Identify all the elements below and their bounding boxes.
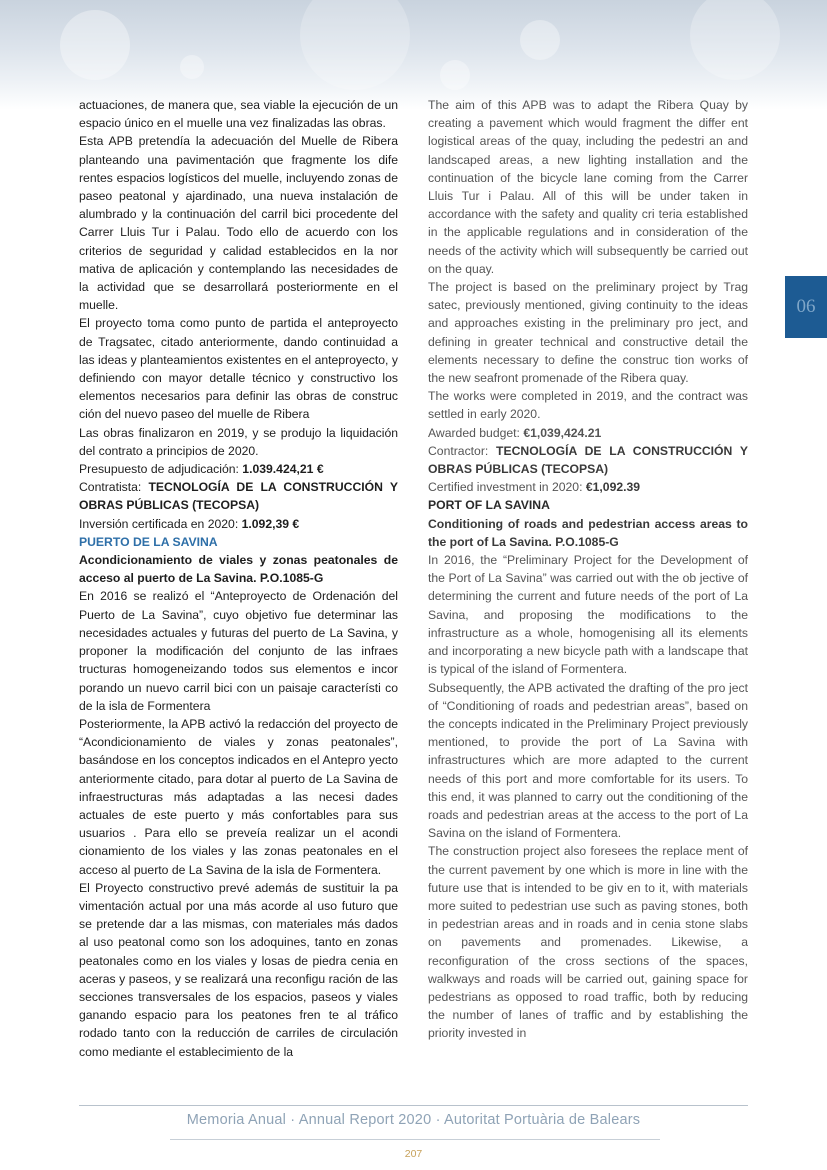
chapter-tab (785, 276, 827, 338)
budget-label: Awarded budget: (428, 425, 524, 440)
investment-label: Certified investment in 2020: (428, 480, 586, 495)
page-number: 207 (404, 1148, 423, 1160)
paragraph: Subsequently, the APB activated the drafting of the pro ject of “Conditioning of roads and pedestrian areas”, based on the concepts indicated in the Preliminary Project previously mentioned, to provide the port of La Savina with infrastructures which are more adapted to the current needs of this port and more comfortable for its users. To this end, it was planned to carry out the conditioning of the roads and pedestrian areas at the access to the port of La Savina on the island of Formentera. (428, 680, 748, 841)
decorative-bubble (180, 55, 204, 79)
budget-line (428, 424, 748, 442)
decorative-bubble (60, 10, 130, 80)
decorative-bubble (300, 0, 410, 90)
contractor-value: TECNOLOGÍA DE LA CONSTRUCCIÓN Y OBRAS PÚBLICAS (TECOPSA) (79, 480, 398, 513)
subsection-heading: Conditioning of roads and pedestrian access areas to the port of La Savina. P.O.1085-G (428, 516, 748, 549)
paragraph: El proyecto toma como punto de partida el anteproyecto de Tragsatec, citado anteriormente, dando continuidad a las ideas y planteamientos existentes en el anteproyecto, y definiendo con mayor detalle técnico y constructivo los elementos necesarios para definir las obras de construc ción del nuevo paseo del muelle de Ribera (79, 316, 398, 422)
spanish-column (79, 96, 398, 1061)
contractor-label: Contratista: (79, 480, 149, 495)
footer-divider (79, 1105, 748, 1106)
budget-line (79, 460, 398, 478)
decorative-bubble (690, 0, 780, 80)
footer-divider (170, 1139, 660, 1140)
header-background (0, 0, 827, 110)
investment-line (79, 515, 398, 533)
contractor-label: Contractor: (428, 443, 497, 458)
paragraph: The project is based on the preliminary project by Trag satec, previously mentioned, giving continuity to the ideas and approaches existing in the preliminary pro ject, and defining in greater technical and constructive detail the elements necessary to define the construc tion works of the new seafront promenade of the Ribera quay. (428, 280, 748, 386)
paragraph: Posteriormente, la APB activó la redacción del proyecto de “Acondicionamiento de viales y zonas peatonales”, basándose en los conceptos indicados en el Antepro yecto anteriormente citado, para dotar al puerto de La Savina de infraestructuras más adaptadas a las necesi dades actuales de este puerto y más confortables para sus usuarios . Para ello se preveía realizar un el acondi cionamiento de los viales y las zonas peatonales en el acceso al puerto de La Savina de la isla de Formentera. (79, 716, 398, 877)
paragraph: actuaciones, de manera que, sea viable la ejecución de un espacio único en el muelle una vez finalizadas las obras. (79, 98, 398, 131)
contractor-line (79, 478, 398, 514)
investment-value: €1,092.39 (585, 480, 641, 495)
paragraph: The aim of this APB was to adapt the Ribera Quay by creating a pavement which would fragment the differ ent logistical areas of the quay, including the pedestri an and landscaped areas, a new lighting installation and the continuation of the bicycle lane coming from the Carrer Lluis Tur i Palau. All of this will be under taken in accordance with the safety and quality cri teria established in the applicable regulations and in consideration of the needs of the activity which will subsequently be carried out on the quay. (428, 98, 748, 276)
section-heading: PORT OF LA SAVINA (428, 498, 550, 513)
english-column (428, 96, 748, 1043)
section-heading: PUERTO DE LA SAVINA (79, 534, 218, 549)
paragraph: Esta APB pretendía la adecuación del Muelle de Ribera planteando una pavimentación que fragmente los dife rentes espacios logísticos del muelle, incluyendo zonas de paseo peatonal y ajardinado, una nueva instalación de alumbrado y la continuación del carril bici procedente del Carrer Lluis Tur i Palau. Todo ello de acuerdo con los criterios de seguridad y calidad establecidos en la nor mativa de aplicación y contemplando las necesidades de la actividad que se desarrollará posteriormente en el muelle. (79, 134, 398, 313)
contractor-value: TECNOLOGÍA DE LA CONSTRUCCIÓN Y OBRAS PÚBLICAS (TECOPSA) (428, 443, 748, 477)
subsection-heading: Acondicionamiento de viales y zonas peatonales de acceso al puerto de La Savina. P.O.1085-G (79, 553, 398, 586)
budget-value: 1.039.424,21 € (242, 462, 324, 477)
investment-label: Inversión certificada en 2020: (79, 516, 242, 531)
paragraph: El Proyecto constructivo prevé además de sustituir la pa vimentación actual por una más acorde al uso futuro que se pretende dar a las mismas, con materiales más dados al uso peatonal como son los adoquines, tanto en zonas peatonales como en los viales y losas de piedra cenia en aceras y paseos, y se realizará una reconfigu ración de las secciones transversales de los espacios, paseos y viales ganando espacio para los peatones fren te al tráfico rodado tanto con la reducción de carriles de circulación como mediante el establecimiento de la (79, 880, 398, 1059)
contractor-line (428, 442, 748, 478)
paragraph: The construction project also foresees the replace ment of the current pavement by one which is more in line with the future use that is intended to be giv en to it, with materials more suited to pedestrian use such as paving stones, both in pedestrian areas and in roads and in cenia stone slabs on pavements and promenades. Likewise, a reconfiguration of the cross sections of the spaces, walkways and roads will be carried out, gaining space for pedestrians as opposed to road traffic, both by reducing the number of lanes of traffic and by establishing the priority invested in (428, 844, 748, 1041)
decorative-bubble (520, 20, 560, 60)
budget-label: Presupuesto de adjudicación: (79, 462, 243, 477)
paragraph: Las obras finalizaron en 2019, y se produjo la liquidación del contrato a principios de 2020. (79, 425, 398, 458)
paragraph: The works were completed in 2019, and the contract was settled in early 2020. (428, 389, 748, 422)
budget-value: €1,039,424.21 (523, 425, 602, 440)
investment-value: 1.092,39 € (241, 516, 300, 531)
chapter-number: 06 (796, 296, 816, 317)
investment-line (428, 478, 748, 496)
paragraph: In 2016, the “Preliminary Project for the Development of the Port of La Savina” was carried out with the ob jective of determining the current and future needs of the port of La Savina, and proposing the modifications to the infrastructure as a whole, homogenising all its elements and incorporating a new bicycle path with a landscape that is typical of the island of Formentera. (428, 553, 748, 677)
paragraph: En 2016 se realizó el “Anteproyecto de Ordenación del Puerto de La Savina”, cuyo objetivo fue determinar las necesidades actuales y futuras del puerto de La Savina, y proponer la modificación del conjunto de las infraes tructuras homogeneizando todos sus elementos e incor porando un nuevo carril bici con un paisaje característi co de la isla de Formentera (79, 589, 398, 713)
footer-title: Memoria Anual · Annual Report 2020 · Autoritat Portuària de Balears (186, 1112, 641, 1128)
decorative-bubble (440, 60, 470, 90)
